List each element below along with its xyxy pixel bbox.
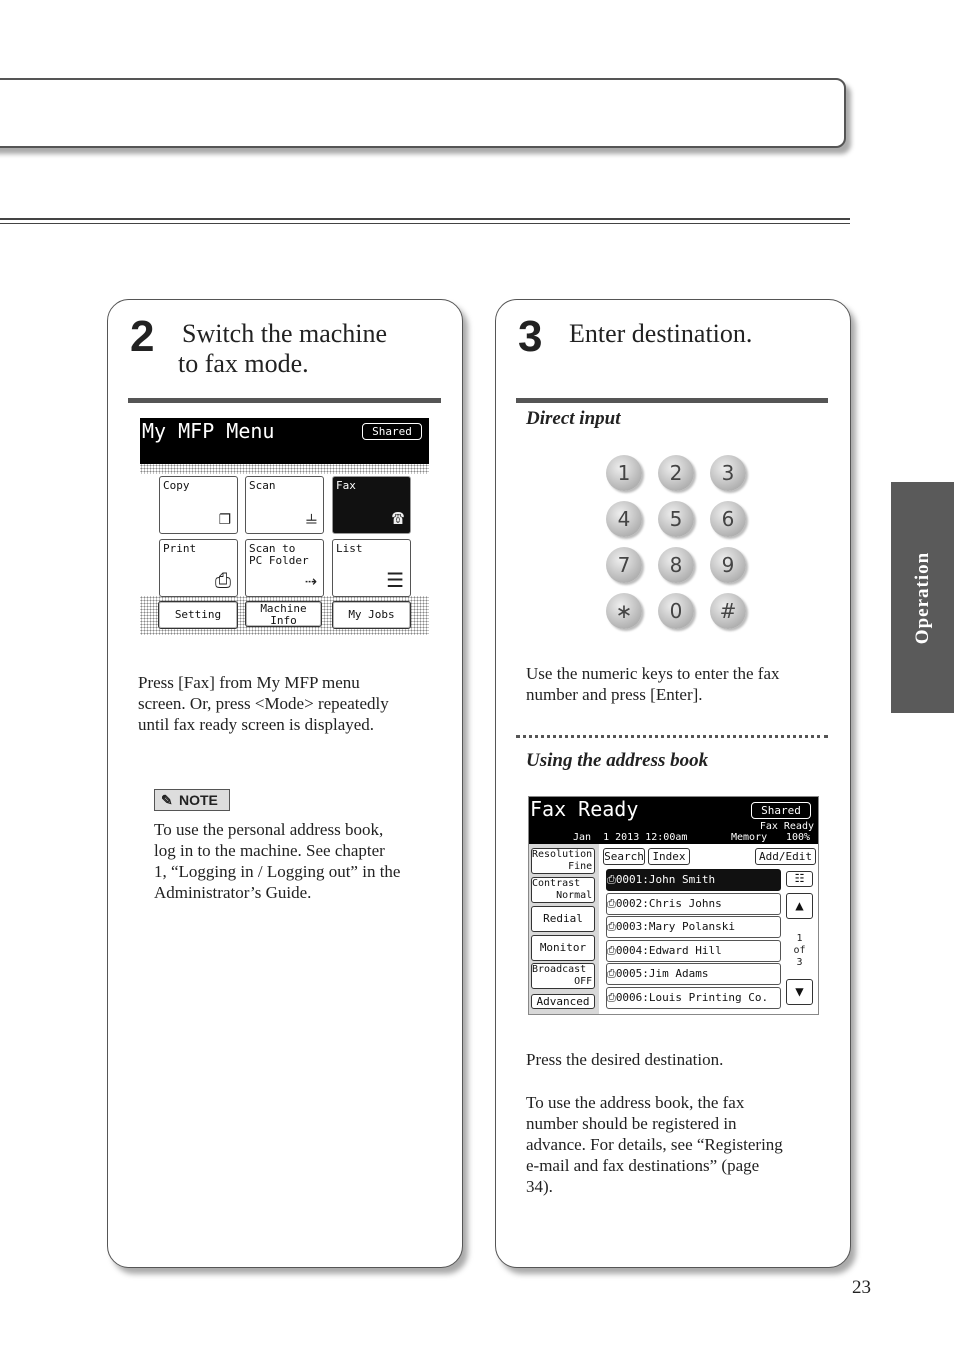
- fax-shared-button[interactable]: Shared: [751, 802, 811, 819]
- pencil-icon: ✎: [161, 792, 173, 808]
- page-indicator: 1 of 3: [793, 933, 806, 968]
- section-rule-bottom: [0, 223, 850, 224]
- list-icon: ☰: [386, 568, 404, 592]
- memory-label: Memory: [731, 832, 768, 843]
- scan-icon: ⫨: [305, 505, 317, 529]
- fax-entry-icon: ⎙: [607, 967, 616, 980]
- key-0[interactable]: 0: [658, 593, 694, 629]
- resolution-button[interactable]: Resolution Fine: [531, 848, 595, 874]
- step2-underline: [128, 398, 441, 403]
- copy-button[interactable]: Copy ❐: [159, 476, 238, 534]
- broadcast-button[interactable]: Broadcast OFF: [531, 963, 595, 989]
- scan-to-pc-folder-button[interactable]: Scan to PC Folder ⇢: [245, 539, 324, 597]
- setting-button[interactable]: Setting: [158, 601, 238, 629]
- key-7[interactable]: 7: [606, 547, 642, 583]
- list-view-icon: ☷: [794, 872, 805, 885]
- step2-title-line1: Switch the machine: [182, 319, 388, 348]
- step2-body: Press [Fax] from My MFP menu screen. Or, press <Mode> repeatedly until fax ready screen is displayed.: [138, 673, 389, 734]
- mfp-menu-screen: [140, 418, 429, 635]
- chapter-title-bar: [0, 78, 846, 148]
- address-book-heading: Using the address book: [526, 750, 709, 771]
- key-5[interactable]: 5: [658, 501, 694, 537]
- fax-entry-icon: ⎙: [607, 991, 616, 1004]
- key-3[interactable]: 3: [710, 455, 746, 491]
- note-badge: ✎ NOTE: [154, 789, 230, 811]
- step3-underline: [516, 398, 828, 403]
- fax-screen-title: Fax Ready: [530, 797, 639, 821]
- key-hash[interactable]: #: [710, 593, 746, 629]
- fax-button[interactable]: Fax ☎: [332, 476, 411, 534]
- fax-entry-icon: ⎙: [607, 897, 616, 910]
- address-entry[interactable]: ⎙0002:Chris Johns: [606, 893, 781, 915]
- fax-ready-screen: [528, 796, 819, 1015]
- dotted-divider: [516, 735, 828, 738]
- monitor-button[interactable]: Monitor: [531, 935, 595, 961]
- my-jobs-button[interactable]: My Jobs: [332, 601, 411, 629]
- arrow-down-icon: ▼: [795, 984, 804, 1000]
- key-1[interactable]: 1: [606, 455, 642, 491]
- side-tab-label: Operation: [911, 551, 933, 644]
- copy-icon: ❐: [218, 505, 231, 529]
- step3-title: Enter destination.: [569, 319, 753, 348]
- detail-view-button[interactable]: [786, 871, 813, 887]
- address-entry[interactable]: ⎙0005:Jim Adams: [606, 963, 781, 985]
- advanced-button[interactable]: Advanced: [531, 994, 595, 1009]
- printer-icon: ⎙: [215, 568, 231, 592]
- key-6[interactable]: 6: [710, 501, 746, 537]
- note-text: To use the personal address book, log in to the machine. See chapter 1, “Logging in / Logging out” in the Administrator’s Guide.: [154, 820, 401, 902]
- fax-date: Jan 1 2013 12:00am: [573, 832, 688, 843]
- arrow-up-icon: ▲: [795, 898, 804, 914]
- direct-input-heading: Direct input: [526, 408, 621, 429]
- address-entry[interactable]: ⎙0006:Louis Printing Co.: [606, 987, 781, 1009]
- fax-entry-icon: ⎙: [607, 873, 616, 886]
- direct-input-body: Use the numeric keys to enter the fax number and press [Enter].: [526, 664, 780, 704]
- scan-button[interactable]: Scan ⫨: [245, 476, 324, 534]
- print-button[interactable]: Print ⎙: [159, 539, 238, 597]
- scroll-up-button[interactable]: [786, 893, 813, 919]
- scan-to-folder-icon: ⇢: [304, 568, 317, 592]
- fax-icon: ☎: [391, 505, 404, 529]
- key-2[interactable]: 2: [658, 455, 694, 491]
- key-9[interactable]: 9: [710, 547, 746, 583]
- fax-entry-icon: ⎙: [607, 920, 616, 933]
- fax-entry-icon: ⎙: [607, 944, 616, 957]
- key-8[interactable]: 8: [658, 547, 694, 583]
- step3-number: 3: [518, 312, 543, 361]
- page-number: 23: [852, 1277, 871, 1298]
- address-entry[interactable]: ⎙0003:Mary Polanski: [606, 916, 781, 938]
- step2-title-line2: to fax mode.: [178, 349, 309, 378]
- address-book-body1: Press the desired destination.: [526, 1050, 724, 1069]
- redial-button[interactable]: Redial: [531, 906, 595, 932]
- search-button[interactable]: Search: [604, 850, 644, 863]
- machine-info-button[interactable]: Machine Info: [245, 601, 322, 627]
- key-4[interactable]: 4: [606, 501, 642, 537]
- side-tab[interactable]: [891, 482, 954, 713]
- list-button[interactable]: List ☰: [332, 539, 411, 597]
- screen-title: My MFP Menu: [142, 419, 275, 443]
- address-entry[interactable]: ⎙0001:John Smith: [606, 869, 781, 891]
- scroll-down-button[interactable]: [786, 979, 813, 1005]
- memory-value: 100%: [786, 832, 811, 843]
- fax-status: Fax Ready: [759, 821, 814, 832]
- index-button[interactable]: Index: [648, 848, 690, 865]
- step2-number: 2: [130, 312, 155, 361]
- shared-button[interactable]: Shared: [362, 423, 422, 440]
- contrast-button[interactable]: Contrast Normal: [531, 877, 595, 903]
- address-book-body2: To use the address book, the fax number should be registered in advance. For details, see “Registering e-mail and fax destinations” (page 34).: [526, 1093, 783, 1196]
- key-star[interactable]: ∗: [606, 593, 642, 629]
- add-edit-button[interactable]: Add/Edit: [755, 848, 816, 865]
- address-entry[interactable]: ⎙0004:Edward Hill: [606, 940, 781, 962]
- section-rule-top: [0, 218, 850, 220]
